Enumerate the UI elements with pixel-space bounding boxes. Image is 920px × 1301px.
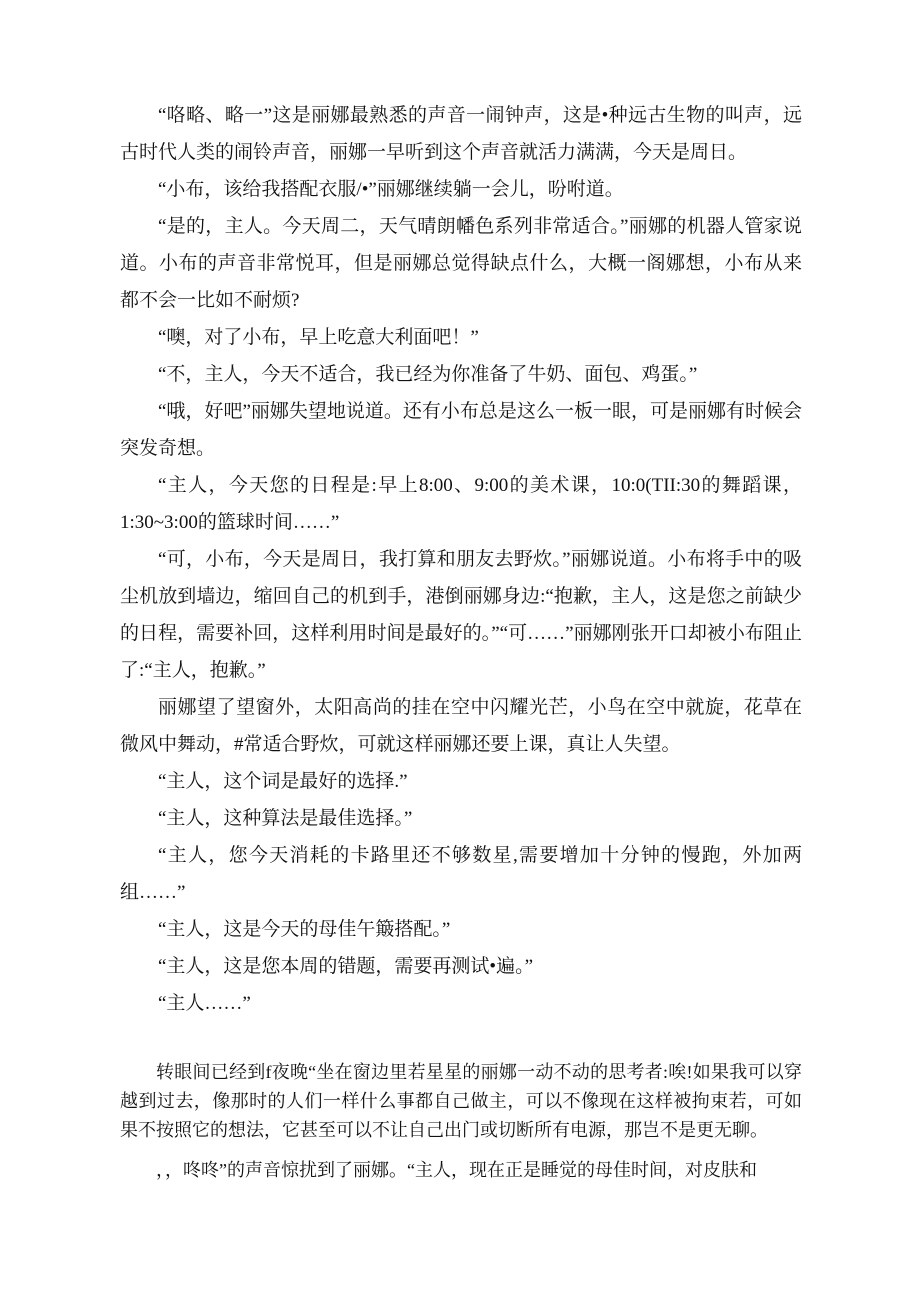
paragraph-11: “主人，这种算法是最佳选择。”: [158, 808, 413, 829]
paragraph-17: ，，咚咚”的声音惊扰到了丽娜。“主人，现在正是睡觉的母佳时间，对皮肤和: [156, 1160, 757, 1180]
paragraph-10: “主人，这个词是最好的选择.”: [158, 771, 408, 792]
paragraph-4: “噢，对了小布，早上吃意大利面吧！”: [158, 327, 479, 348]
paragraph-12: “主人，您今天消耗的卡路里还不够数星,需要增加十分钟的慢跑，外加两组……”: [120, 845, 802, 903]
paragraph-7: “主人，今天您的日程是:早上8:00、9:00的美术课，10:0(TII:30的舞蹈课，1:30~3:00的篮球时间……”: [120, 475, 802, 533]
paragraph-15: “主人……”: [158, 993, 251, 1014]
paragraph-6: “哦，好吧”丽娜失望地说道。还有小布总是这么一板一眼，可是丽娜有时候会突发奇想。: [120, 401, 802, 459]
paragraph-9: 丽娜望了望窗外，太阳高尚的挂在空中闪耀光芒，小鸟在空中就旋，花草在微风中舞动，#常适合野炊，可就这样丽娜还要上课，真让人失望。: [120, 697, 802, 755]
paragraph-13: “主人，这是今天的母佳午簸搭配。”: [158, 919, 451, 940]
paragraph-8: “可，小布，今天是周日，我打算和朋友去野炊。”丽娜说道。小布将手中的吸尘机放到墙边，缩回自己的机到手，港倒丽娜身边:“抱歉，主人，这是您之前缺少的日程，需要补回，这样利用时间是最好的。”“可……”丽娜刚张开口却被小布阻止了:“主人，抱歉。”: [120, 549, 802, 681]
paragraph-2: “小布，该给我搭配衣服/•”丽娜继续躺一会儿，吩咐道。: [158, 179, 624, 200]
paragraph-1: “咯略、略一”这是丽娜最熟悉的声音一闹钟声，这是•种远古生物的叫声，远古时代人类的闹铃声音，丽娜一早听到这个声音就活力满满，今天是周日。: [120, 105, 802, 163]
paragraph-3: “是的，主人。今天周二，天气晴朗幡色系列非常适合。”丽娜的机器人管家说道。小布的声音非常悦耳，但是丽娜总觉得缺点什么，大概一阁娜想，小布从来都不会一比如不耐烦?: [120, 216, 802, 311]
paragraph-14: “主人，这是您本周的错题，需要再测试•遍。”: [158, 956, 534, 977]
paragraph-5: “不，主人，今天不适合，我已经为你准备了牛奶、面包、鸡蛋。”: [158, 364, 698, 385]
paragraph-16: 转眼间已经到f夜晚“坐在窗边里若星星的丽娜一动不动的思考者:唉!如果我可以穿越到过去，像那时的人们一样什么事都自己做主，可以不像现在这样被拘束若，可如果不按照它的想法，它甚至可以不让自己出门或切断所有电源，那岂不是更无聊。: [120, 1062, 802, 1140]
